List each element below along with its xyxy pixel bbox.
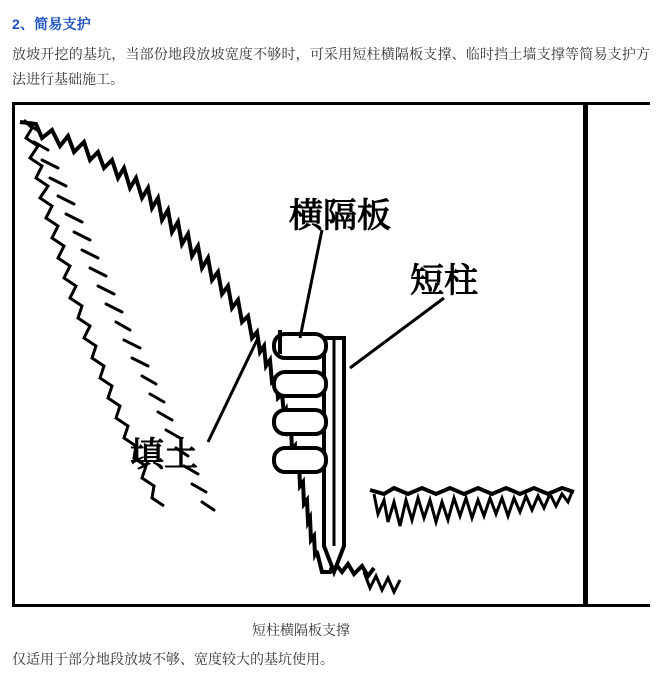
page-title: 2、简易支护 <box>12 16 91 32</box>
figure-label-duanzhu: 短柱 <box>410 261 478 301</box>
figure-label-tiantu: 填土 <box>130 435 198 475</box>
figure-caption: 短柱横隔板支撑 <box>252 622 350 638</box>
figure-label-hengegeban: 横隔板 <box>289 196 391 236</box>
figure-container <box>12 102 650 607</box>
simple-support-diagram <box>12 102 650 607</box>
footer-note: 仅适用于部分地段放坡不够、宽度较大的基坑使用。 <box>12 651 334 667</box>
body-paragraph: 放坡开挖的基坑，当部份地段放坡宽度不够时，可采用短柱横隔板支撑、临时挡土墙支撑等简易支护方法进行基础施工。 <box>12 46 650 87</box>
